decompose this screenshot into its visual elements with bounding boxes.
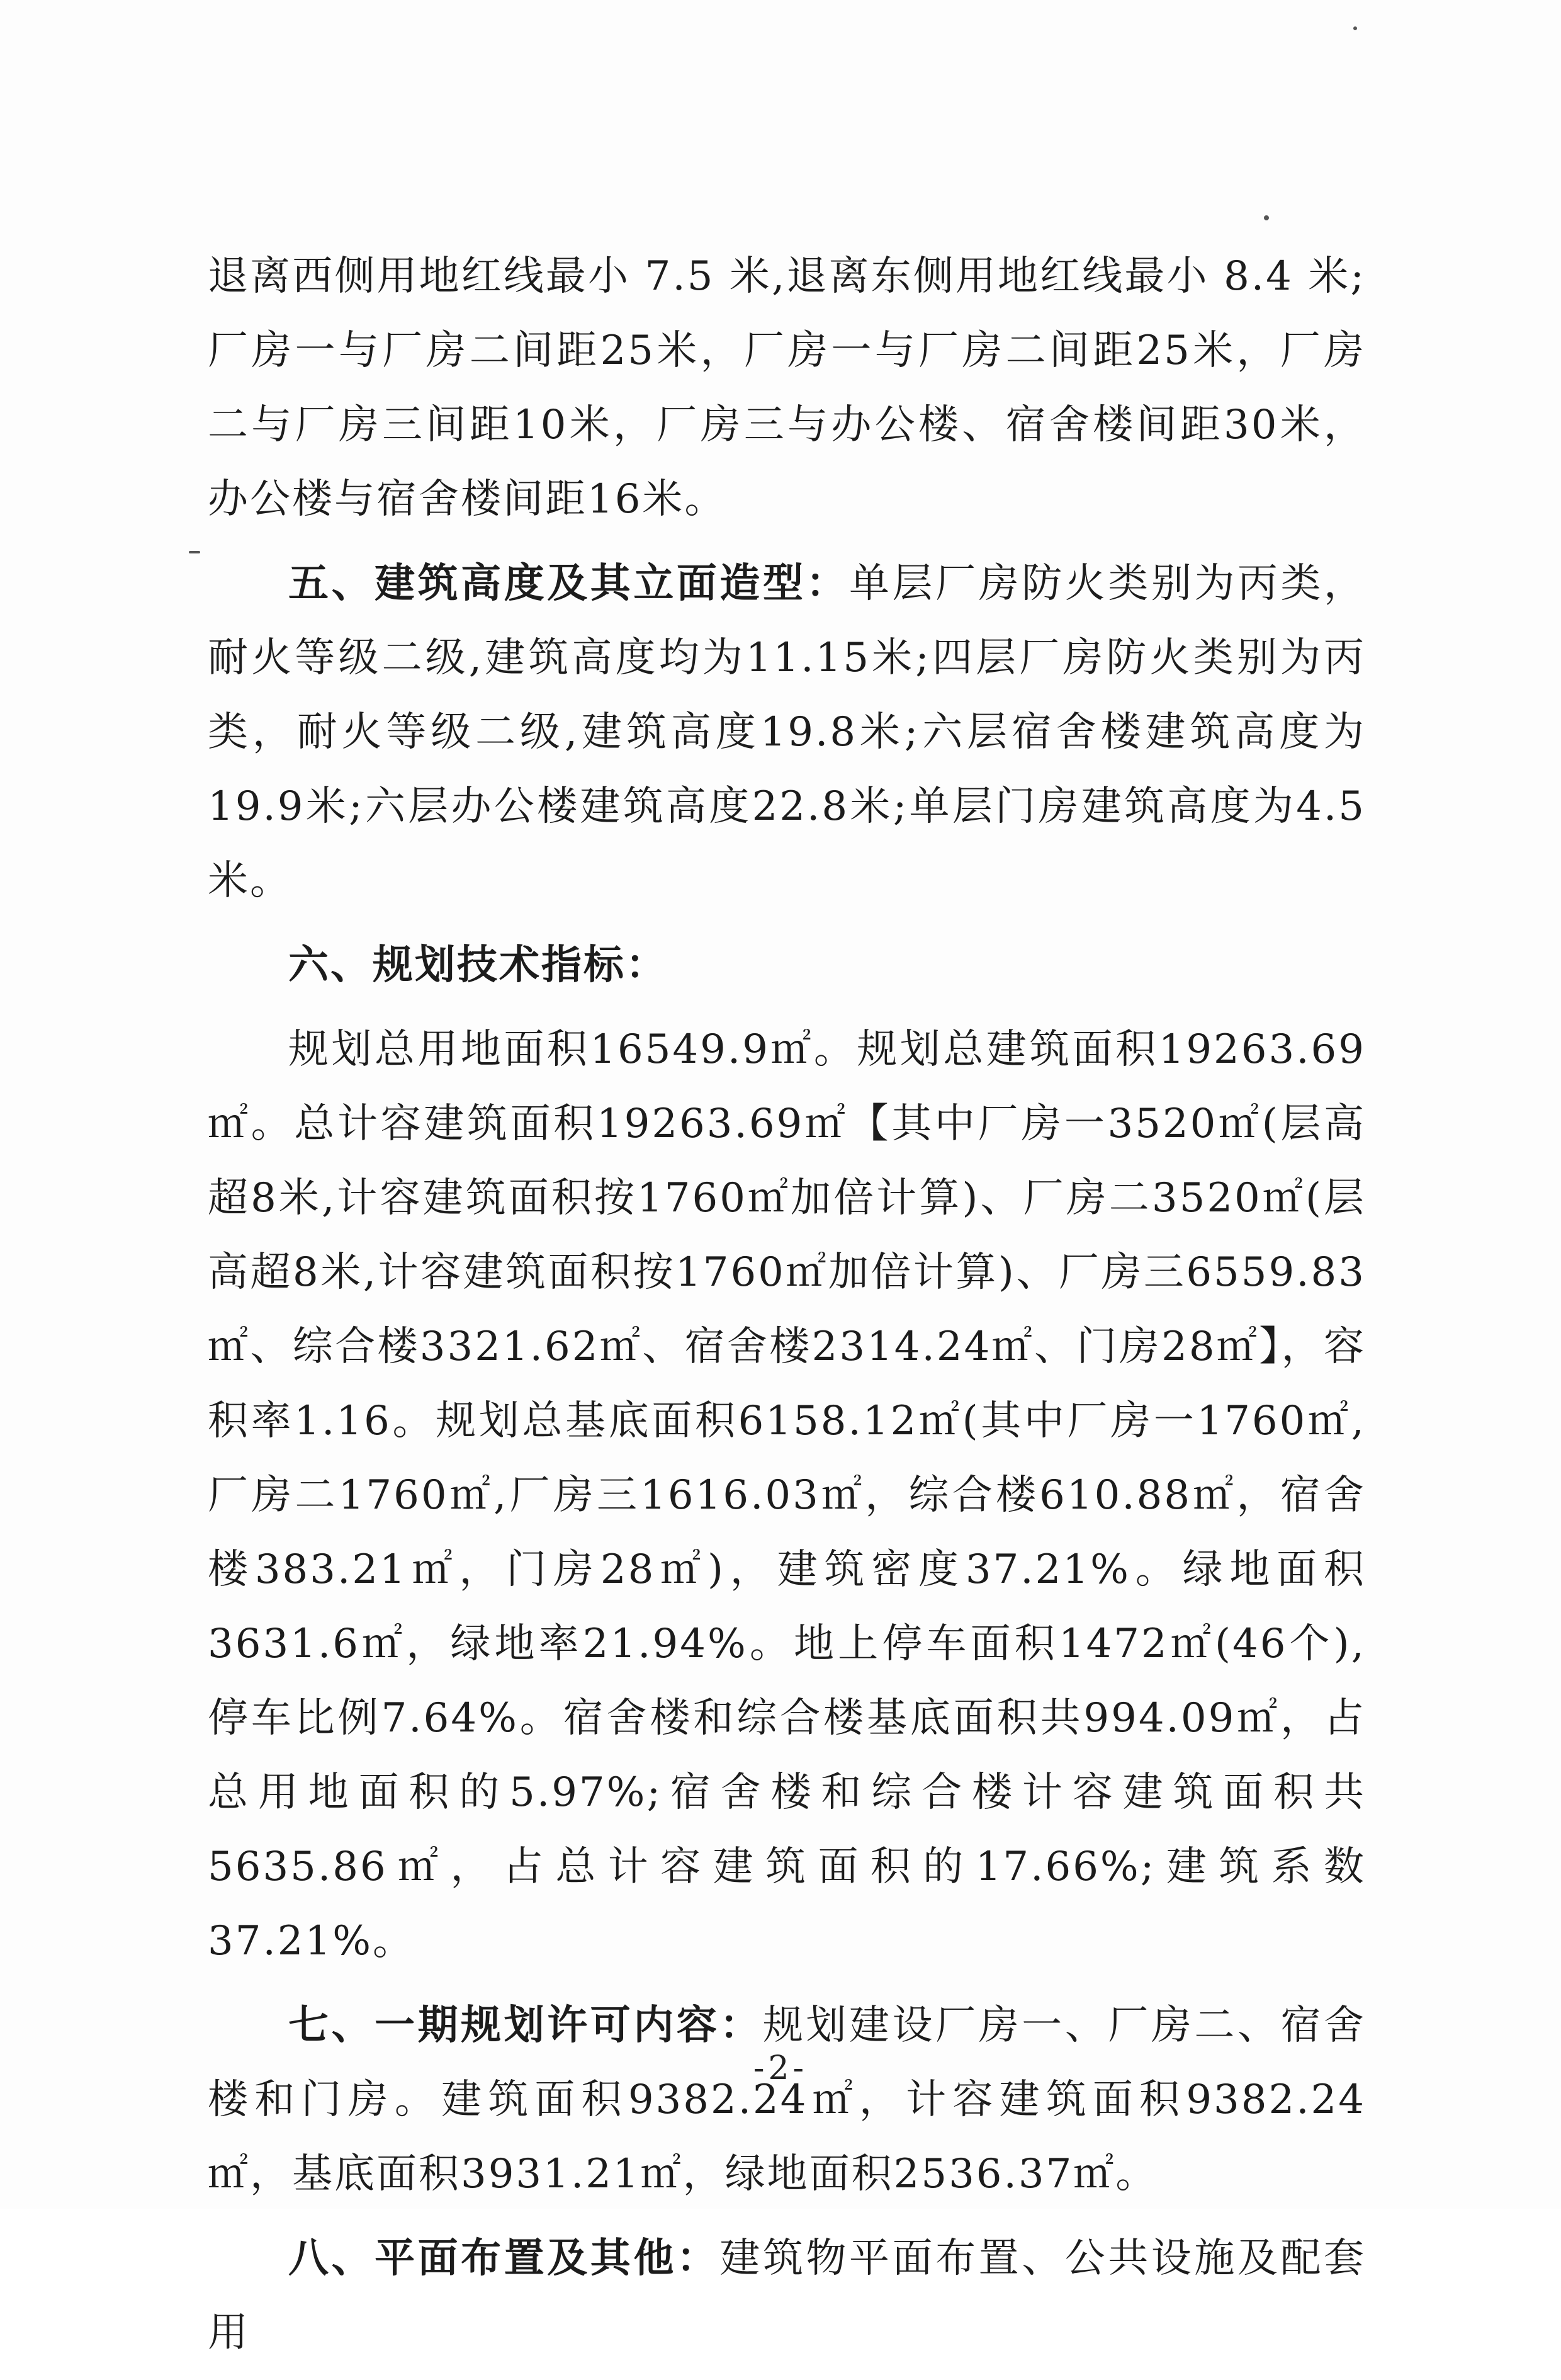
paragraph-text: 建筑物平面布置、公共设施及配套用 — [208, 2235, 1367, 2356]
section-heading-6: 六、规划技术指标： — [288, 942, 668, 989]
scan-speck — [1353, 26, 1357, 30]
section-heading-5: 五、建筑高度及其立面造型： — [288, 560, 850, 607]
paragraph-setbacks — [208, 239, 1366, 536]
scan-speck — [189, 551, 200, 553]
paragraph-text: 规划总用地面积16549.9㎡。规划总建筑面积19263.69㎡。总计容建筑面积19263.69㎡【其中厂房一3520㎡(层高超8米,计容建筑面积按1760㎡加倍计算)、厂房二3520㎡(层高超8米,计容建筑面积按1760㎡加倍计算)、厂房三6559.83㎡、综合楼3321.62㎡、宿舍楼2314.24㎡、门房28㎡】，容积率1.16。规划总基底面积6158.12㎡(其中厂房一1760㎡,厂房二1760㎡,厂房三1616.03㎡，综合楼610.88㎡，宿舍楼383.21㎡，门房28㎡)，建筑密度37.21%。绿地面积3631.6㎡，绿地率21.94%。地上停车面积1472㎡(46个),停车比例7.64%。宿舍楼和综合楼基底面积共994.09㎡，占总用地面积的5.97%;宿舍楼和综合楼计容建筑面积共5635.86㎡，占总计容建筑面积的17.66%;建筑系数37.21%。 — [208, 1026, 1366, 1964]
paragraph-building-height — [208, 547, 1366, 918]
paragraph-text: 单层厂房防火类别为丙类，耐火等级二级,建筑高度均为11.15米;四层厂房防火类别为丙类，耐火等级二级,建筑高度19.8米;六层宿舍楼建筑高度为19.9米;六层办公楼建筑高度22.8米;单层门房建筑高度为4.5米。 — [208, 560, 1367, 904]
paragraph-phase-one-permit — [208, 1988, 1366, 2211]
paragraph-text: 退离西侧用地红线最小 7.5 米,退离东侧用地红线最小 8.4 米;厂房一与厂房二间距25米，厂房一与厂房二间距25米，厂房二与厂房三间距10米，厂房三与办公楼、宿舍楼间距30米，办公楼与宿舍楼间距16米。 — [208, 253, 1366, 523]
paragraph-layout-other — [208, 2221, 1366, 2370]
scan-speck — [1264, 215, 1269, 220]
paragraph-planning-indicators — [208, 1012, 1366, 1978]
paragraph-planning-indicators-heading — [208, 928, 1366, 1002]
section-heading-7: 七、一期规划许可内容： — [288, 2002, 763, 2049]
paragraph-text: 规划建设厂房一、厂房二、宿舍楼和门房。建筑面积9382.24㎡，计容建筑面积9382.24㎡，基底面积3931.21㎡，绿地面积2536.37㎡。 — [208, 2002, 1367, 2197]
page-number: -2- — [753, 2049, 808, 2087]
section-heading-8: 八、平面布置及其他： — [288, 2235, 720, 2282]
